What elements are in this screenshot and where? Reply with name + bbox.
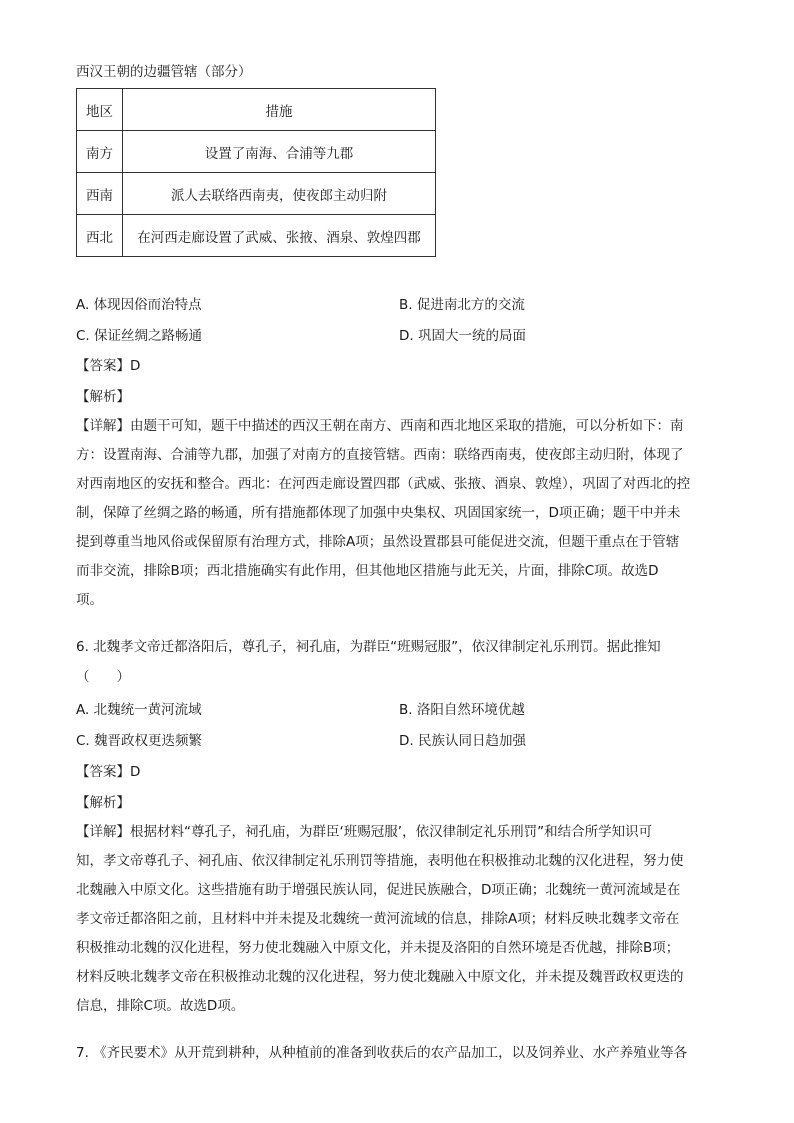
table-row	[77, 215, 436, 257]
explanation-line: 材料反映北魏孝文帝在积极推动北魏的汉化进程，努力使北魏融入中原文化，并未提及魏晋政权更迭的	[76, 969, 684, 985]
q6-option-a: A. 北魏统一黄河流域	[76, 702, 202, 718]
q5-answer: 【答案】D	[76, 358, 141, 374]
explanation-line: 北魏融入中原文化。这些措施有助于增强民族认同，促进民族融合，D项正确；北魏统一黄河流域是在	[76, 882, 681, 898]
cell-measure: 在河西走廊设置了武威、张掖、酒泉、敦煌四郡	[123, 215, 436, 257]
q6-blank: （ ）	[76, 669, 130, 685]
explanation-line: 对西南地区的安抚和整合。西北：在河西走廊设置四郡（武威、张掖、酒泉、敦煌），巩固了对西北的控	[76, 476, 691, 492]
cell-region: 西南	[77, 173, 123, 215]
table-header-row	[77, 89, 436, 131]
q5-explanation	[76, 412, 716, 615]
q6-stem: 6. 北魏孝文帝迁都洛阳后，尊孔子，祠孔庙，为群臣“班赐冠服”，依汉律制定礼乐刑罚。据此推知	[76, 639, 661, 655]
explanation-line: 孝文帝迁都洛阳之前，且材料中并未提及北魏统一黄河流域的信息，排除A项；材料反映北魏孝文帝在	[76, 911, 680, 927]
header-region: 地区	[77, 89, 123, 131]
q6-option-c: C. 魏晋政权更迭频繁	[76, 733, 203, 749]
table-caption: 西汉王朝的边疆管辖（部分）	[76, 64, 252, 80]
explanation-line: 信息，排除C项。故选D项。	[76, 998, 245, 1014]
q6-option-b: B. 洛阳自然环境优越	[399, 702, 525, 718]
explanation-line: 提到尊重当地风俗或保留原有治理方式，排除A项；虽然设置郡县可能促进交流，但题干重点在于管辖	[76, 534, 680, 550]
q6-answer: 【答案】D	[76, 764, 141, 780]
q7-stem: 7. 《齐民要术》从开荒到耕种，从种植前的准备到收获后的农产品加工，以及饲养业、水产养殖业等各	[76, 1045, 688, 1061]
explanation-line: 积极推动北魏的汉化进程，努力使北魏融入中原文化，并未提及洛阳的自然环境是否优越，排除B项；	[76, 940, 680, 956]
header-measures: 措施	[123, 89, 436, 131]
q5-analysis-label: 【解析】	[76, 389, 130, 405]
explanation-line: 知，孝文帝尊孔子、祠孔庙、依汉律制定礼乐刑罚等措施，表明他在积极推动北魏的汉化进程，努力使	[76, 853, 684, 869]
explanation-line: 方：设置南海、合浦等九郡，加强了对南方的直接管辖。西南：联络西南夷，使夜郎主动归附，体现了	[76, 447, 684, 463]
q6-analysis-label: 【解析】	[76, 795, 130, 811]
table-row	[77, 131, 436, 173]
explanation-line: 项。	[76, 592, 103, 608]
cell-region: 西北	[77, 215, 123, 257]
frontier-measures-table	[76, 88, 436, 257]
explanation-line: 而非交流，排除B项；西北措施确实有此作用，但其他地区措施与此无关，片面，排除C项。故选D	[76, 563, 659, 579]
q5-option-a: A. 体现因俗而治特点	[76, 297, 202, 313]
explanation-line: 【详解】根据材料“尊孔子，祠孔庙，为群臣‘班赐冠服’，依汉律制定礼乐刑罚”和结合所学知识可	[76, 824, 653, 840]
cell-measure: 派人去联络西南夷，使夜郎主动归附	[123, 173, 436, 215]
cell-region: 南方	[77, 131, 123, 173]
q6-explanation	[76, 818, 716, 1021]
q5-option-d: D. 巩固大一统的局面	[399, 328, 526, 344]
cell-measure: 设置了南海、合浦等九郡	[123, 131, 436, 173]
q5-option-b: B. 促进南北方的交流	[399, 297, 525, 313]
q6-option-d: D. 民族认同日趋加强	[399, 733, 526, 749]
q5-option-c: C. 保证丝绸之路畅通	[76, 328, 203, 344]
explanation-line: 制，保障了丝绸之路的畅通，所有措施都体现了加强中央集权、巩固国家统一，D项正确；题干中并未	[76, 505, 681, 521]
table-row	[77, 173, 436, 215]
explanation-line: 【详解】由题干可知，题干中描述的西汉王朝在南方、西南和西北地区采取的措施，可以分析如下：南	[76, 418, 684, 434]
